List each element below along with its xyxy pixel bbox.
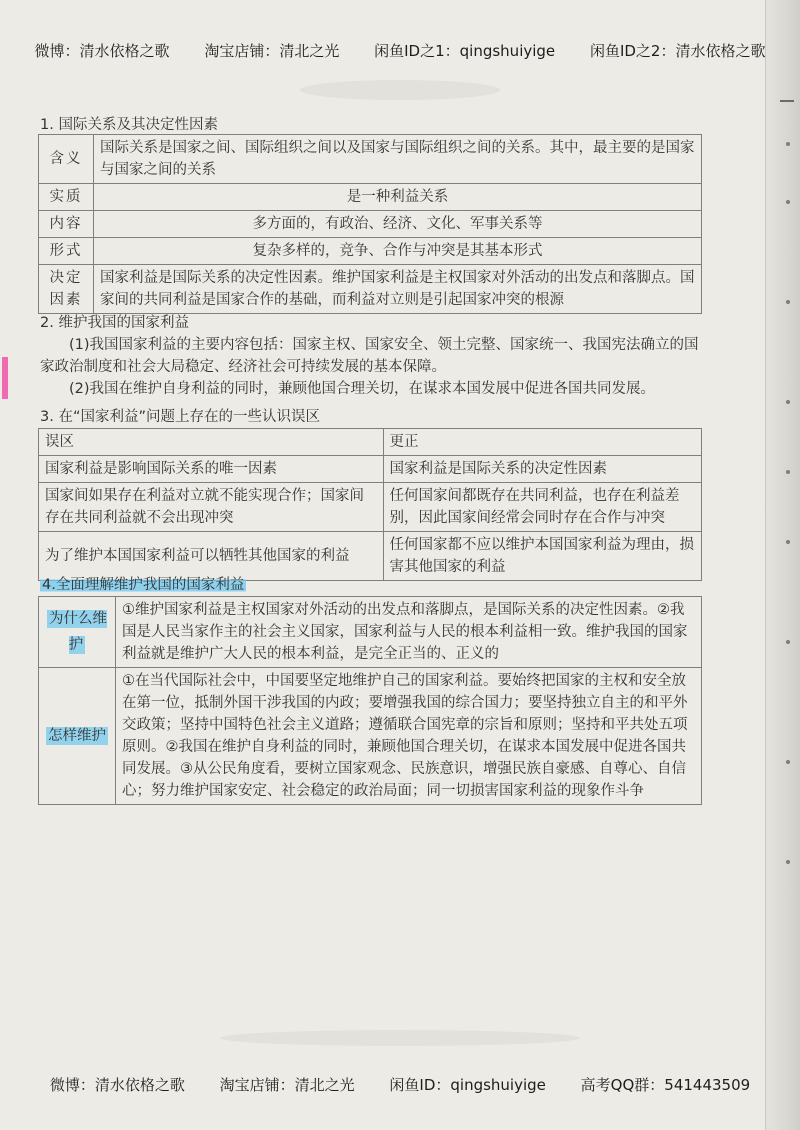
edge-dot (786, 760, 790, 764)
section2-title: 2. 维护我国的国家利益 (40, 315, 189, 331)
edge-dot (786, 470, 790, 474)
table-row (39, 456, 702, 483)
footer-xianyu: 闲鱼ID：qingshuiyige (389, 1076, 546, 1094)
table-row (39, 184, 702, 211)
header-misconception: 误区 (39, 429, 384, 456)
table-row (39, 483, 702, 532)
table-row (39, 135, 702, 184)
header-xianyu-2: 闲鱼ID之2：清水依格之歌 (589, 42, 766, 60)
section4-table (38, 596, 702, 805)
correction-cell: 任何国家都不应以维护本国国家利益为理由，损害其他国家的利益 (383, 532, 702, 581)
section4-title-text: 4.全面理解维护我国的国家利益 (42, 577, 245, 593)
section1-table (38, 134, 702, 314)
edge-dot (786, 300, 790, 304)
footer-taobao: 淘宝店铺：清北之光 (219, 1076, 355, 1094)
misconception-cell: 为了维护本国国家利益可以牺牲其他国家的利益 (39, 532, 384, 581)
row-label: 实质 (39, 184, 94, 211)
scan-smudge (300, 80, 500, 100)
row-text: 是一种利益关系 (94, 184, 702, 211)
table-row (39, 597, 702, 668)
pink-marker (2, 357, 8, 399)
edge-dot (786, 540, 790, 544)
section2-paragraph-2: (2)我国在维护自身利益的同时，兼顾他国合理关切，在谋求本国发展中促进各国共同发展。 (69, 381, 656, 397)
row-label: 含义 (39, 135, 94, 184)
row-label: 决定因素 (39, 265, 94, 314)
misconception-cell: 国家利益是影响国际关系的唯一因素 (39, 456, 384, 483)
row-text: 复杂多样的，竞争、合作与冲突是其基本形式 (94, 238, 702, 265)
row-text: 国际关系是国家之间、国际组织之间以及国家与国际组织之间的关系。其中，最主要的是国家与国家之间的关系 (94, 135, 702, 184)
table-header-row (39, 429, 702, 456)
edge-dot (786, 400, 790, 404)
scan-smudge (220, 1030, 580, 1046)
table-row (39, 211, 702, 238)
row-label: 内容 (39, 211, 94, 238)
row-label-why (39, 597, 116, 668)
correction-cell: 任何国家间都既存在共同利益，也存在利益差别，因此国家间经常会同时存在合作与冲突 (383, 483, 702, 532)
header-xianyu-1: 闲鱼ID之1：qingshuiyige (374, 42, 556, 60)
page-header (0, 40, 800, 61)
header-correction: 更正 (383, 429, 702, 456)
correction-cell: 国家利益是国际关系的决定性因素 (383, 456, 702, 483)
row-text: 多方面的，有政治、经济、文化、军事关系等 (94, 211, 702, 238)
footer-weibo: 微博：清水依格之歌 (49, 1076, 185, 1094)
section1-title: 1. 国际关系及其决定性因素 (40, 117, 218, 133)
edge-dot (786, 860, 790, 864)
section2-paragraph-1: (1)我国国家利益的主要内容包括：国家主权、国家安全、领土完整、国家统一、我国宪法确立的国家政治制度和社会大局稳定、经济社会可持续发展的基本保障。 (40, 337, 699, 375)
section4-title (40, 573, 246, 594)
page-edge (765, 0, 800, 1130)
page-footer (0, 1074, 800, 1095)
table-row (39, 668, 702, 805)
edge-dot (786, 640, 790, 644)
edge-dot (786, 142, 790, 146)
edge-mark (780, 100, 794, 102)
how-label-text: 怎样维护 (48, 728, 106, 744)
why-label-text: 为什么维护 (49, 611, 107, 653)
misconception-cell: 国家间如果存在利益对立就不能实现合作；国家间存在共同利益就不会出现冲突 (39, 483, 384, 532)
section3-table (38, 428, 702, 581)
row-text: 国家利益是国际关系的决定性因素。维护国家利益是主权国家对外活动的出发点和落脚点。国家间的共同利益是国家合作的基础，而利益对立则是引起国家冲突的根源 (94, 265, 702, 314)
header-taobao: 淘宝店铺：清北之光 (204, 42, 340, 60)
footer-qq-group: 高考QQ群：541443509 (580, 1076, 751, 1094)
row-label-how (39, 668, 116, 805)
table-row (39, 238, 702, 265)
row-text-why: ①维护国家利益是主权国家对外活动的出发点和落脚点，是国际关系的决定性因素。②我国是人民当家作主的社会主义国家，国家利益与人民的根本利益相一致。维护我国的国家利益就是维护广大人民的根本利益，是完全正当的、正义的 (116, 597, 702, 668)
table-row (39, 265, 702, 314)
section3-title: 3. 在“国家利益”问题上存在的一些认识误区 (40, 409, 320, 425)
row-label: 形式 (39, 238, 94, 265)
row-text-how: ①在当代国际社会中，中国要坚定地维护自己的国家利益。要始终把国家的主权和安全放在第一位，抵制外国干涉我国的内政；要增强我国的综合国力；要坚持独立自主的和平外交政策；坚持中国特色社会主义道路；遵循联合国宪章的宗旨和原则；坚持和平共处五项原则。②我国在维护自身利益的同时，兼顾他国合理关切，在谋求本国发展中促进各国共同发展。③从公民角度看，要树立国家观念、民族意识，增强民族自豪感、自尊心、自信心；努力维护国家安定、社会稳定的政治局面；同一切损害国家利益的现象作斗争 (116, 668, 702, 805)
edge-dot (786, 200, 790, 204)
header-weibo: 微博：清水依格之歌 (34, 42, 170, 60)
